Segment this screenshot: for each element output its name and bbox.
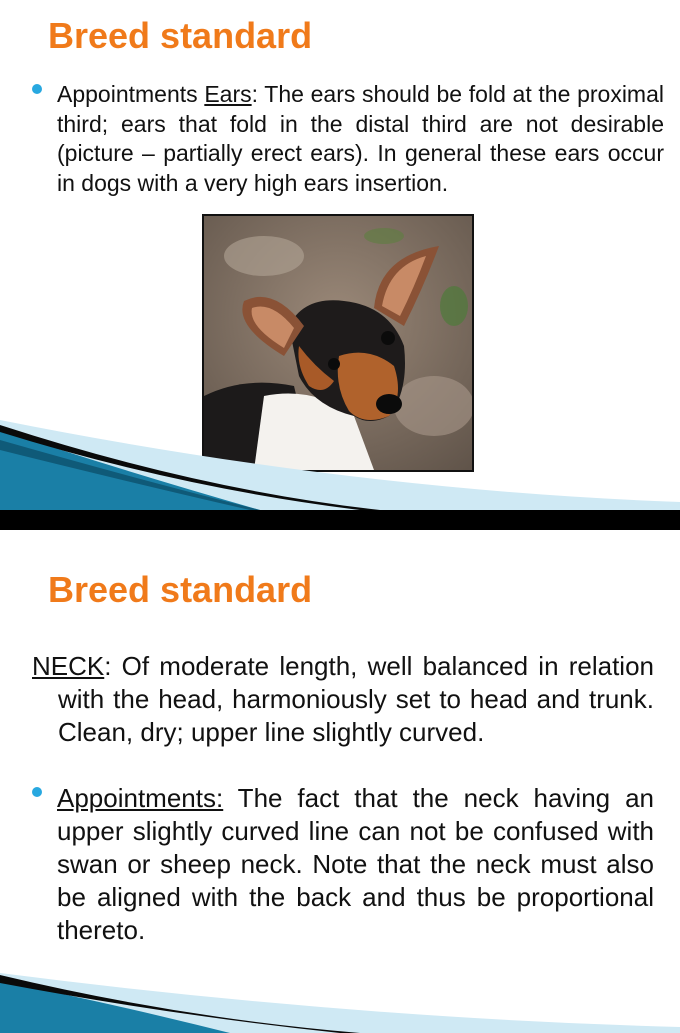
neck-paragraph	[32, 650, 654, 749]
appointments-label: Appointments:	[57, 783, 224, 813]
ears-paragraph	[57, 80, 664, 198]
slide-title: Breed standard	[48, 15, 313, 56]
slide-title: Breed standard	[48, 569, 313, 610]
appointments-paragraph	[57, 782, 654, 947]
appointments-label: Appointments	[57, 81, 205, 107]
ears-text: : The ears should be fold at the proximal third; ears that fold in the distal third are not desirable (picture – partially erect ears). In general these ears occur in dogs with a very high ears insertion.	[57, 81, 664, 196]
slide-1	[0, 0, 680, 510]
appointments-text: The fact that the neck having an upper slightly curved line can not be confused with swan or sheep neck. Note that the neck must also be aligned with the back and thus be proportional thereto.	[57, 783, 654, 945]
neck-label: NECK	[32, 651, 105, 681]
decorative-swoosh	[0, 410, 680, 510]
slide-divider	[0, 510, 680, 530]
bullet-icon	[32, 84, 42, 94]
ears-label: Ears	[204, 81, 252, 107]
decorative-swoosh	[0, 963, 680, 1033]
bullet-icon	[32, 787, 42, 797]
neck-text: : Of moderate length, well balanced in relation with the head, harmoniously set to head and trunk. Clean, dry; upper line slightly curved.	[58, 651, 654, 747]
slide-2	[0, 530, 680, 1033]
